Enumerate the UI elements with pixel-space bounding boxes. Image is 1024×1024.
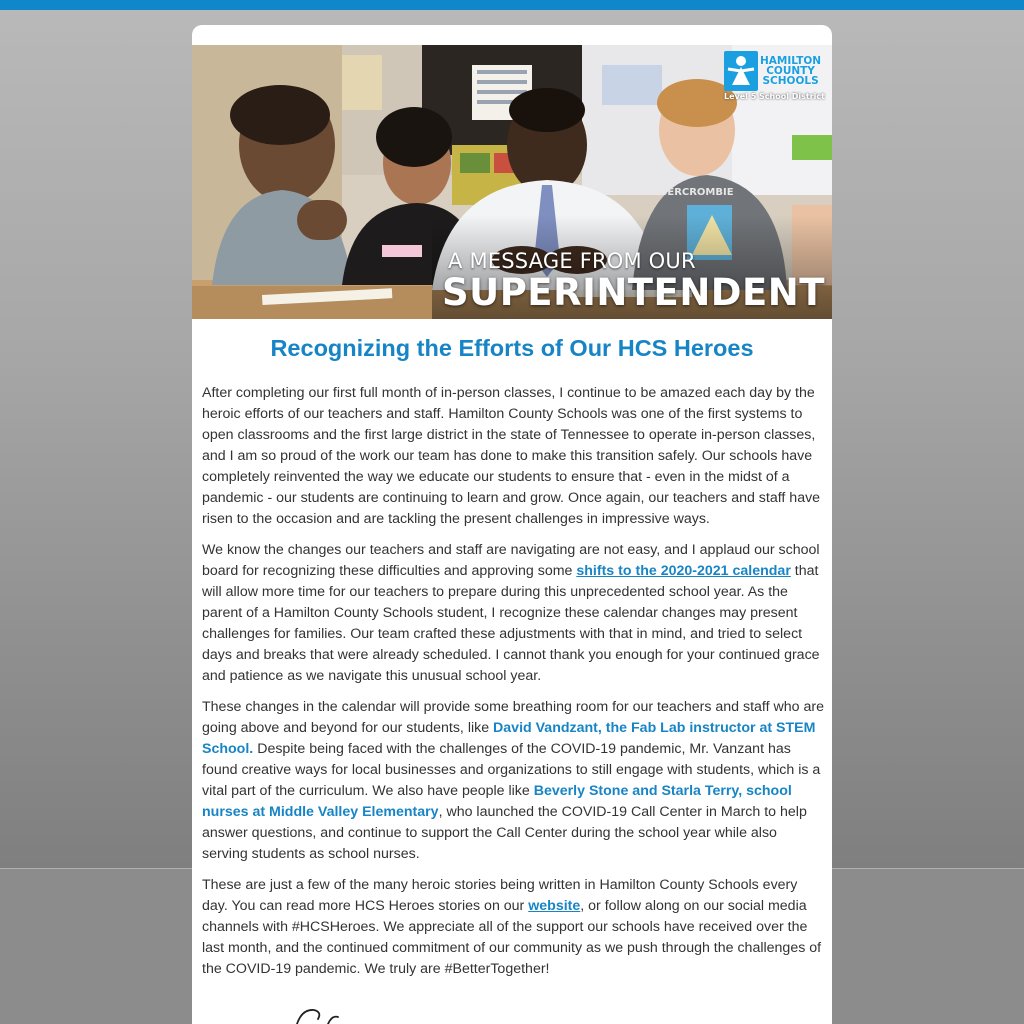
hero-banner <box>192 45 832 319</box>
hcs-logo-wordmark <box>760 56 821 86</box>
logo-tagline: Level 5 School District <box>724 92 825 101</box>
newsletter-card <box>192 25 832 1024</box>
paragraph-4-text-start: These are just a few of the many heroic stories being written in Hamilton County Schools every day. You can read more HCS Heroes stories on our <box>202 877 798 914</box>
paragraph-4 <box>202 875 824 980</box>
shirt-text: ABERCROMBIE <box>652 187 734 198</box>
article-headline: Recognizing the Efforts of Our HCS Heroes <box>270 335 754 361</box>
paragraph-4-text-end: , or follow along on our social media channels with #HCSHeroes. We appreciate all of the support our schools have received over the last month, and the continued commitment of our community as we push through the challenges of the COVID-19 pandemic. We truly are #BetterTogether! <box>202 898 822 977</box>
paragraph-3-text-start: These changes in the calendar will provide some breathing room for our teachers and staff who are going above and beyond for our students, like <box>202 699 824 736</box>
logo-name-line-1: HAMILTON <box>760 55 822 67</box>
david-vandzant-link[interactable]: David Vandzant, the Fab Lab instructor at STEM School <box>202 720 816 757</box>
logo-name-line-2: COUNTY <box>766 65 815 77</box>
paragraph-3 <box>202 697 824 865</box>
paragraph-3-text-middle: Despite being faced with the challenges of the COVID-19 pandemic, Mr. Vanzant has found creative ways for local businesses and organizations to still engage with students, which is a vital part of the curriculum. We also have people like <box>202 741 821 799</box>
paragraph-2 <box>202 540 824 687</box>
hcs-logo <box>724 51 828 99</box>
hcs-logo-icon <box>724 51 758 91</box>
school-nurses-link[interactable]: Beverly Stone and Starla Terry, school nurses at Middle Valley Elementary <box>202 783 792 820</box>
logo-name-line-3: SCHOOLS <box>762 75 819 87</box>
hero-title-large: SUPERINTENDENT <box>442 271 825 314</box>
paragraph-2-text-end: that will allow more time for our teachers to prepare during this unprecedented school year. As the parent of a Hamilton County Schools student, I recognize these calendar changes may present challenges for families. Our team crafted these adjustments with that in mind, and tried to select days and breaks that were already scheduled. I cannot thank you enough for your continued grace and patience as we navigate this unusual school year. <box>202 563 820 684</box>
website-link[interactable]: website <box>528 898 581 914</box>
article-body <box>202 383 824 990</box>
link-period: . <box>249 741 254 757</box>
hero-title-small: A MESSAGE FROM OUR <box>448 249 696 273</box>
calendar-shifts-link[interactable]: shifts to the 2020-2021 calendar <box>576 563 791 579</box>
paragraph-1: After completing our first full month of in-person classes, I continue to be amazed each day by the heroic efforts of our teachers and staff. Hamilton County Schools was one of the first systems to open classrooms and the first large district in the state of Tennessee to operate in-person classes, and I am so proud of the work our team has done to make this transition safely. Our schools have completely reinvented the way we educate our students to ensure that - even in the midst of a pandemic - our students are continuing to learn and grow. Once again, our teachers and staff have risen to the occasion and are tackling the present challenges in impressive ways. <box>202 385 821 527</box>
signature-image <box>292 1007 372 1024</box>
paragraph-2-text-start: We know the changes our teachers and staff are navigating are not easy, and I applaud our school board for recognizing these difficulties and approving some <box>202 542 820 579</box>
top-accent-bar <box>0 0 1024 10</box>
paragraph-3-text-end: , who launched the COVID-19 Call Center in March to help answer questions, and continue to support the Call Center during the school year while also serving students as school nurses. <box>202 804 807 862</box>
